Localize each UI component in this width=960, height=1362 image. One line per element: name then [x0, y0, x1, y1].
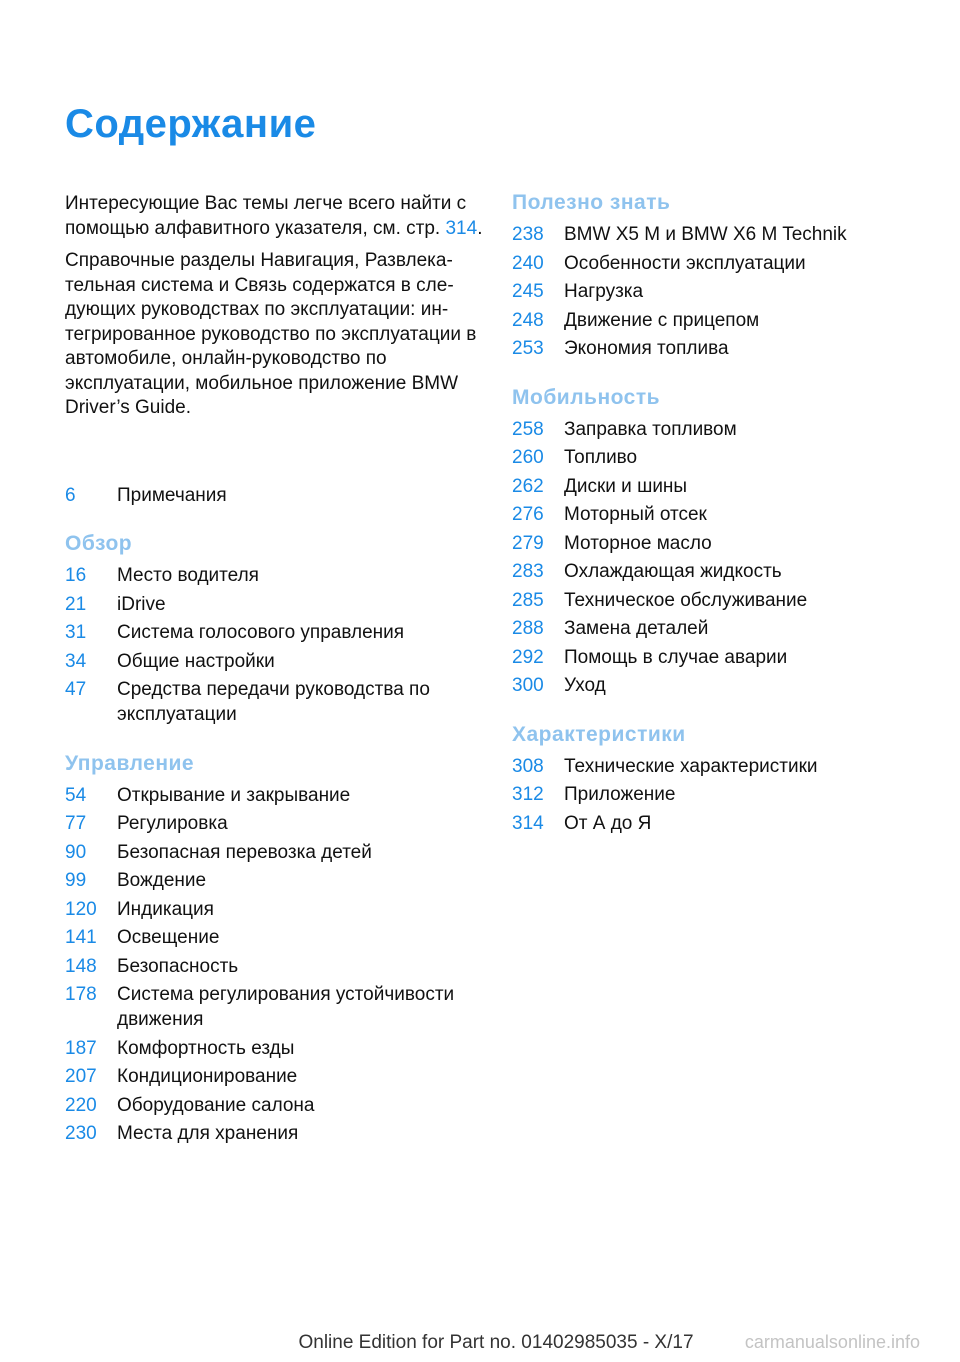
toc-page-number: 47: [65, 679, 87, 700]
toc-entry[interactable]: [65, 618, 485, 647]
section-heading-controls: Управление: [65, 751, 195, 775]
toc-entry-title: Примечания: [117, 484, 227, 506]
toc-entry-title: От А до Я: [564, 812, 652, 834]
section-heading-overview: Обзор: [65, 532, 133, 555]
toc-entry-title: Место водителя: [117, 565, 259, 586]
toc-section-specifications: [512, 752, 912, 838]
toc-entry-title: Движение с прицепом: [564, 309, 760, 331]
toc-entry-title: Места для хранения: [117, 1123, 299, 1144]
toc-page-number: 260: [512, 447, 544, 468]
toc-entry[interactable]: [512, 752, 912, 781]
toc-entry[interactable]: [512, 500, 912, 529]
toc-page-number: 141: [65, 927, 97, 948]
toc-entry[interactable]: [512, 809, 912, 838]
left-column: [65, 192, 485, 1148]
toc-page-number: 248: [512, 309, 544, 331]
toc-entry-title: Техническое обслуживание: [564, 589, 808, 611]
toc-page-number: 285: [512, 589, 544, 611]
toc-page-number: 279: [512, 532, 544, 554]
toc-entry-title: Освещение: [117, 927, 220, 948]
toc-page-number: 300: [512, 675, 544, 696]
intro-paragraph-2: Справочные разделы Навигация, Развлекательная система и Связь содержатся в следующих руководствах по эксплуатации: интегрированное руководство по эксплуатации в автомобиле, онлайн-руководство по эксплуатации, мобильное приложение BMW Driver’s Guide.: [65, 250, 477, 418]
toc-entry[interactable]: [512, 443, 912, 472]
toc-entry[interactable]: [512, 306, 912, 335]
toc-entry-title: Нагрузка: [564, 281, 644, 302]
toc-entry-title: Общие настройки: [117, 650, 275, 672]
toc-entry-title: Заправка топливом: [564, 418, 737, 440]
toc-entry[interactable]: [512, 780, 912, 809]
toc-page-number: 31: [65, 622, 87, 643]
toc-entry[interactable]: [65, 675, 485, 729]
toc-page-number: 276: [512, 504, 544, 525]
toc-entry[interactable]: [65, 561, 485, 590]
toc-page-number: 220: [65, 1094, 97, 1116]
toc-entry[interactable]: [512, 472, 912, 501]
toc-page-number: 240: [512, 252, 544, 274]
toc-entry[interactable]: [512, 557, 912, 586]
page-title: Содержание: [65, 102, 317, 146]
right-column: [512, 190, 912, 837]
toc-section-controls: [65, 781, 485, 1148]
toc-entry[interactable]: [512, 614, 912, 643]
toc-entry[interactable]: [65, 923, 485, 952]
toc-entry-title: Уход: [564, 675, 606, 696]
intro-period: .: [477, 217, 483, 239]
toc-entry-title: Приложение: [564, 784, 676, 805]
toc-entry[interactable]: [65, 1119, 485, 1148]
toc-entry-title: Система регулирования устойчивости движения: [117, 984, 455, 1030]
toc-section-overview: [65, 561, 485, 729]
toc-entry-title: Моторное масло: [564, 532, 712, 554]
toc-entry[interactable]: [65, 590, 485, 619]
toc-page-number: 308: [512, 755, 544, 777]
toc-entry-title: Средства передачи руководства по эксплуатации: [117, 679, 430, 725]
toc-entry-title: Особенности эксплуатации: [564, 252, 806, 274]
toc-entry[interactable]: [65, 838, 485, 867]
toc-entry[interactable]: [512, 643, 912, 672]
toc-entry-title: Замена деталей: [564, 618, 709, 639]
intro-text: Интересующие Вас темы легче всего найти с помощью алфавитного указателя, см. стр.: [65, 193, 467, 239]
toc-page-number: 148: [65, 955, 97, 977]
toc-page-number: 21: [65, 593, 87, 615]
section-heading-mobility: Мобильность: [512, 385, 661, 409]
toc-section-useful-info: [512, 220, 912, 363]
toc-page-number: 54: [65, 784, 87, 806]
toc-entry-title: Безопасная перевозка детей: [117, 841, 372, 863]
toc-page-number: 16: [65, 565, 87, 586]
toc-entry[interactable]: [65, 809, 485, 838]
section-heading-specifications: Характеристики: [512, 722, 686, 746]
watermark: carmanualsonline.info: [744, 1332, 920, 1352]
intro-paragraph-1: [65, 192, 485, 241]
toc-entry-title: Кондиционирование: [117, 1066, 298, 1087]
toc-entry-notes[interactable]: [65, 481, 485, 510]
toc-page-number: 187: [65, 1037, 97, 1059]
index-page-link[interactable]: 314: [445, 217, 478, 239]
toc-entry-title: Моторный отсек: [564, 504, 707, 525]
toc-page-number: 6: [65, 484, 76, 506]
toc-entry-title: Топливо: [564, 447, 638, 468]
toc-entry-title: iDrive: [117, 593, 166, 615]
toc-entry[interactable]: [512, 277, 912, 306]
toc-entry[interactable]: [512, 220, 912, 249]
toc-page-number: 245: [512, 281, 544, 302]
toc-page-number: 230: [65, 1123, 97, 1144]
toc-page-number: 283: [512, 561, 544, 582]
toc-entry-title: Помощь в случае аварии: [564, 646, 788, 668]
toc-page-number: 34: [65, 650, 87, 672]
toc-page-number: 120: [65, 898, 97, 920]
toc-page-number: 99: [65, 870, 87, 891]
toc-entry-title: Комфортность езды: [117, 1037, 295, 1059]
toc-page-number: 238: [512, 224, 544, 245]
toc-entry[interactable]: [65, 980, 485, 1034]
toc-section-mobility: [512, 415, 912, 700]
toc-entry-title: Диски и шины: [564, 475, 688, 497]
toc-entry-title: Экономия топлива: [564, 338, 729, 359]
toc-notes: [65, 481, 485, 510]
toc-entry[interactable]: [512, 334, 912, 363]
toc-page-number: 207: [65, 1066, 97, 1087]
toc-entry-title: Охлаждающая жидкость: [564, 561, 782, 582]
toc-entry[interactable]: [512, 415, 912, 444]
toc-entry-title: Технические характеристики: [564, 755, 818, 777]
toc-page-number: 258: [512, 418, 544, 440]
section-heading-useful-info: Полезно знать: [512, 191, 671, 214]
toc-entry[interactable]: [65, 1091, 485, 1120]
toc-page-number: 77: [65, 813, 87, 834]
toc-entry-title: Индикация: [117, 898, 214, 920]
toc-page-number: 262: [512, 475, 544, 497]
toc-entry[interactable]: [65, 1034, 485, 1063]
toc-page-number: 314: [512, 812, 544, 834]
toc-entry-title: Безопасность: [117, 955, 239, 977]
toc-entry[interactable]: [65, 895, 485, 924]
toc-page-number: 288: [512, 618, 544, 639]
toc-entry[interactable]: [65, 866, 485, 895]
toc-page-number: 312: [512, 784, 544, 805]
toc-entry[interactable]: [512, 529, 912, 558]
toc-entry-title: Система голосового управления: [117, 622, 405, 643]
toc-entry-title: Регулировка: [117, 813, 228, 834]
toc-entry-title: Вождение: [117, 870, 207, 891]
toc-page-number: 292: [512, 646, 544, 668]
toc-entry[interactable]: [65, 647, 485, 676]
toc-page-number: 178: [65, 984, 97, 1005]
toc-entry-title: Открывание и закрывание: [117, 784, 351, 806]
toc-page-number: 90: [65, 841, 87, 863]
intro: [65, 192, 485, 421]
toc-page-number: 253: [512, 338, 544, 359]
toc-entry-title: BMW X5 M и BMW X6 M Technik: [564, 224, 847, 245]
toc-entry[interactable]: [512, 671, 912, 700]
toc-entry[interactable]: [65, 1062, 485, 1091]
footer-text: Online Edition for Part no. 01402985035 - X/17: [298, 1332, 694, 1353]
toc-entry[interactable]: [512, 249, 912, 278]
toc-entry[interactable]: [65, 781, 485, 810]
toc-entry[interactable]: [512, 586, 912, 615]
toc-entry[interactable]: [65, 952, 485, 981]
toc-entry-title: Оборудование салона: [117, 1094, 315, 1116]
